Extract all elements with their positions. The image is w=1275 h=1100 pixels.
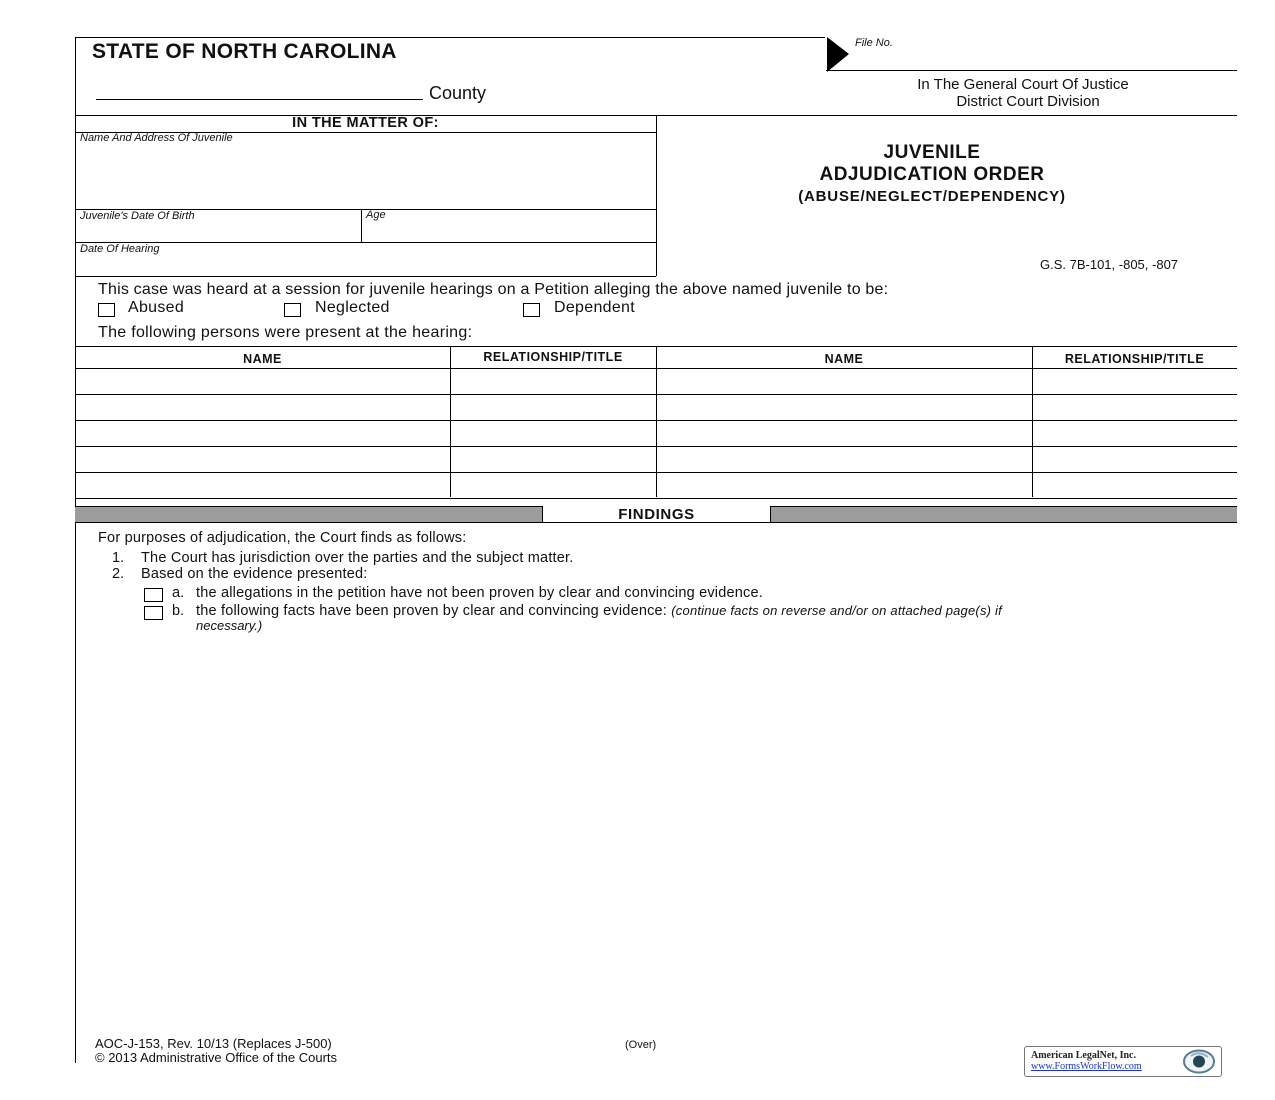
brand-url[interactable]: www.FormsWorkFlow.com xyxy=(1031,1061,1142,1072)
person-relationship-cell[interactable] xyxy=(451,447,655,471)
person-right-relationship-cell[interactable] xyxy=(1033,473,1236,497)
finding-b-letter: b. xyxy=(172,603,185,619)
age-label: Age xyxy=(366,209,386,221)
finding-b-text xyxy=(196,603,1002,619)
hearing-intro: This case was heard at a session for juvenile hearings on a Petition alleging the above named juvenile to be: xyxy=(98,281,889,298)
table-header-relationship-2: RELATIONSHIP/TITLE xyxy=(1064,352,1205,366)
person-right-relationship-cell[interactable] xyxy=(1033,395,1236,419)
table-header-relationship-1: RELATIONSHIP/TITLE xyxy=(483,350,623,364)
name-address-label: Name And Address Of Juvenile xyxy=(80,132,233,144)
form-id: AOC-J-153, Rev. 10/13 (Replaces J-500) xyxy=(95,1036,332,1051)
person-right-name-cell[interactable] xyxy=(657,447,1031,471)
matter-bottom-line xyxy=(75,276,656,277)
over-note: (Over) xyxy=(625,1039,657,1051)
dob-label: Juvenile's Date Of Birth xyxy=(80,210,195,222)
person-right-relationship-cell[interactable] xyxy=(1033,369,1236,393)
finding-b-note-cont: necessary.) xyxy=(196,618,263,633)
dependent-label: Dependent xyxy=(554,299,635,316)
abused-label: Abused xyxy=(128,299,185,316)
finding-a-text: the allegations in the petition have not been proven by clear and convincing evidence. xyxy=(196,585,763,601)
neglected-label: Neglected xyxy=(315,299,390,316)
person-relationship-cell[interactable] xyxy=(451,421,655,445)
state-title: STATE OF NORTH CAROLINA xyxy=(92,40,397,63)
facts-area[interactable] xyxy=(96,640,1226,1025)
neglected-checkbox[interactable] xyxy=(284,303,301,317)
findings-intro: For purposes of adjudication, the Court finds as follows: xyxy=(98,530,467,546)
hearing-date-field[interactable] xyxy=(76,257,655,275)
person-name-cell[interactable] xyxy=(76,447,449,471)
person-relationship-cell[interactable] xyxy=(451,395,655,419)
brand-logo-icon xyxy=(1182,1049,1216,1074)
matter-heading: IN THE MATTER OF: xyxy=(292,115,439,131)
finding-2-number: 2. xyxy=(112,566,125,582)
person-right-name-cell[interactable] xyxy=(657,369,1031,393)
finding-a-checkbox[interactable] xyxy=(144,588,163,602)
brand-name: American LegalNet, Inc. xyxy=(1031,1050,1136,1061)
court-line2: District Court Division xyxy=(956,93,1100,110)
table-row-line xyxy=(75,498,1237,499)
finding-b-checkbox[interactable] xyxy=(144,606,163,620)
dependent-checkbox[interactable] xyxy=(523,303,540,317)
person-right-relationship-cell[interactable] xyxy=(1033,447,1236,471)
file-no-label: File No. xyxy=(855,37,893,49)
court-line1: In The General Court Of Justice xyxy=(917,76,1129,93)
title-abuse-neglect: (ABUSE/NEGLECT/DEPENDENCY) xyxy=(798,188,1066,205)
table-header-name-2: NAME xyxy=(824,352,864,366)
person-right-name-cell[interactable] xyxy=(657,395,1031,419)
finding-1-text: The Court has jurisdiction over the parties and the subject matter. xyxy=(141,550,574,566)
brand-box[interactable] xyxy=(1024,1046,1222,1077)
person-name-cell[interactable] xyxy=(76,395,449,419)
title-juvenile: JUVENILE xyxy=(883,142,981,163)
county-label: County xyxy=(429,83,487,103)
person-right-name-cell[interactable] xyxy=(657,421,1031,445)
abused-checkbox[interactable] xyxy=(98,303,115,317)
dob-field[interactable] xyxy=(76,224,360,242)
dob-bottom xyxy=(75,242,656,243)
name-address-field[interactable] xyxy=(76,146,655,208)
person-name-cell[interactable] xyxy=(76,421,449,445)
file-arrow-icon xyxy=(826,37,850,73)
finding-2-text: Based on the evidence presented: xyxy=(141,566,368,582)
findings-heading: FINDINGS xyxy=(542,506,771,522)
person-relationship-cell[interactable] xyxy=(451,369,655,393)
copyright: © 2013 Administrative Office of the Courts xyxy=(95,1050,338,1065)
person-relationship-cell[interactable] xyxy=(451,473,655,497)
person-name-cell[interactable] xyxy=(76,369,449,393)
finding-a-letter: a. xyxy=(172,585,185,601)
table-header-name-1: NAME xyxy=(243,352,282,366)
hearing-date-label: Date Of Hearing xyxy=(80,243,160,255)
finding-b-main: the following facts have been proven by clear and convincing evidence: xyxy=(196,603,668,619)
finding-b-note: (continue facts on reverse and/or on attached page(s) if xyxy=(671,603,1002,618)
file-no-field[interactable] xyxy=(851,37,1237,70)
person-right-relationship-cell[interactable] xyxy=(1033,421,1236,445)
age-field[interactable] xyxy=(362,224,655,242)
statute-reference: G.S. 7B-101, -805, -807 xyxy=(1040,257,1179,272)
title-adjudication-order: ADJUDICATION ORDER xyxy=(819,164,1045,185)
top-border xyxy=(75,37,825,38)
present-statement: The following persons were present at the hearing: xyxy=(98,324,473,341)
county-blank[interactable] xyxy=(96,99,423,100)
file-no-underline xyxy=(826,70,1237,71)
finding-1-number: 1. xyxy=(112,550,125,566)
person-right-name-cell[interactable] xyxy=(657,473,1031,497)
person-name-cell[interactable] xyxy=(76,473,449,497)
matter-right-line xyxy=(656,115,657,276)
